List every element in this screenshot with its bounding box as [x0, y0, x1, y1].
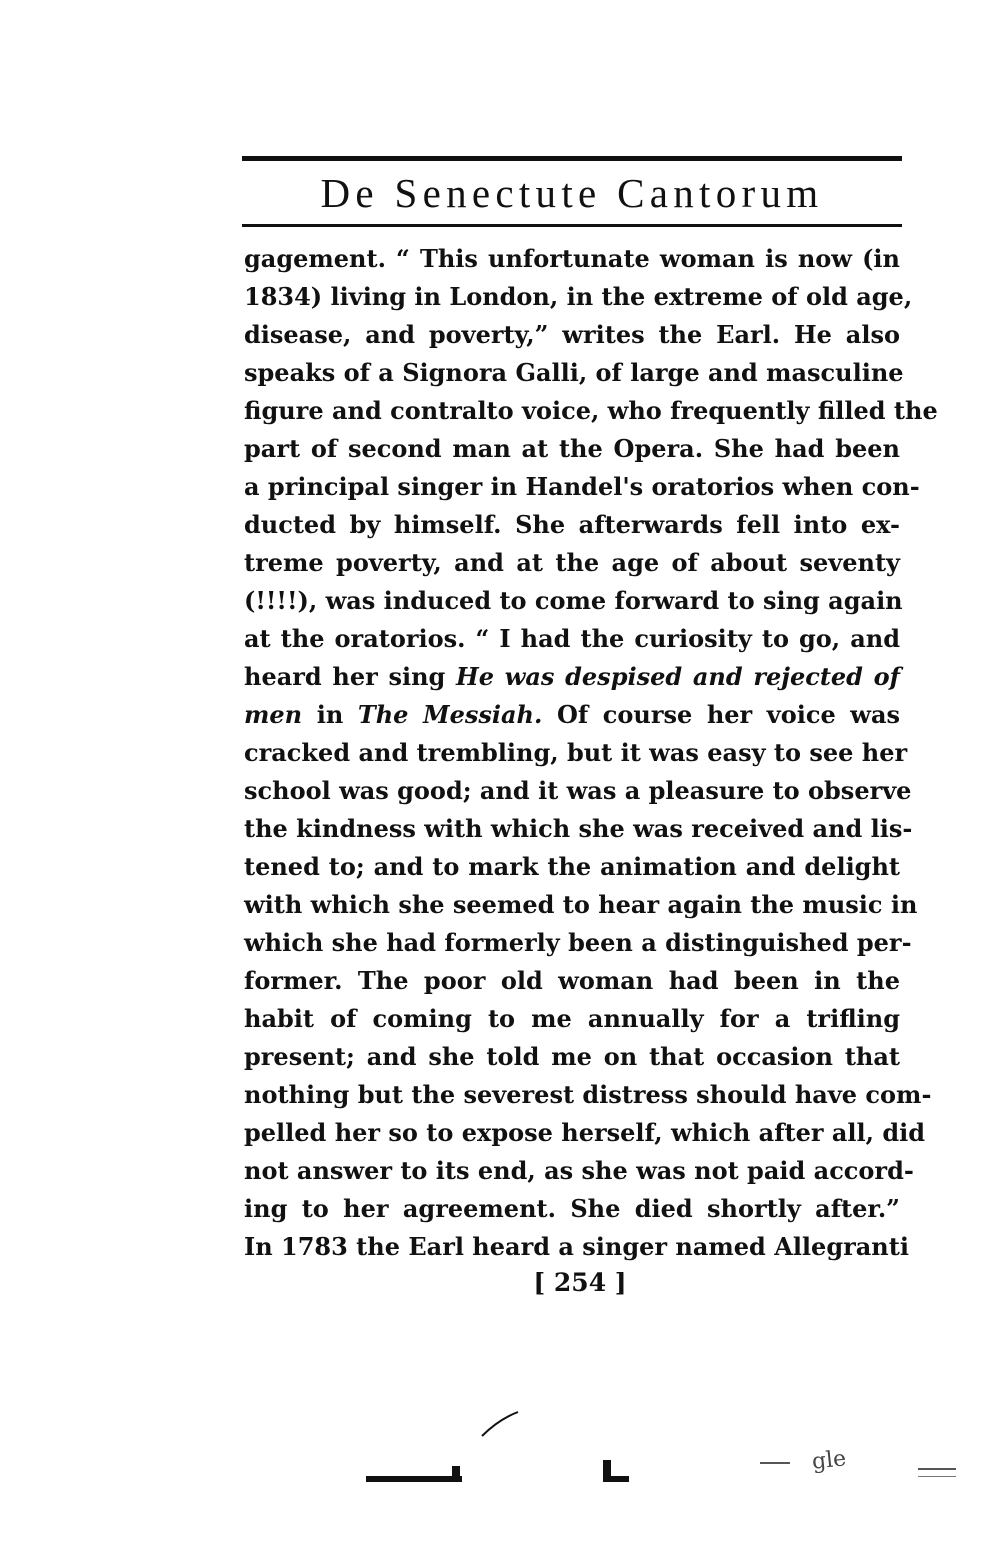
text-line: figure and contralto voice, who frequently filled the — [244, 396, 938, 425]
text-line: ducted by himself. She afterwards fell into ex- — [244, 510, 900, 539]
text-line-mixed — [244, 696, 900, 734]
text-line: at the oratorios. “ I had the curiosity to go, and — [244, 624, 900, 653]
body-text — [244, 240, 938, 1266]
header-rule-top — [242, 156, 902, 161]
text-line: not answer to its end, as she was not paid accord- — [244, 1156, 914, 1185]
text-line: nothing but the severest distress should have com- — [244, 1080, 932, 1109]
italic-title: men — [244, 700, 303, 729]
text-line: the kindness with which she was received and lis- — [244, 814, 913, 843]
text-line: disease, and poverty,” writes the Earl. He also — [244, 320, 900, 349]
italic-title: The Messiah. — [357, 700, 543, 729]
running-head: De Senectute Cantorum — [320, 170, 824, 216]
scan-smudge-left-tip — [452, 1466, 460, 1482]
text-line: a principal singer in Handel's oratorios when con- — [244, 472, 920, 501]
text-line: part of second man at the Opera. She had been — [244, 434, 900, 463]
text-line: gagement. “ This unfortunate woman is now (in — [244, 244, 900, 273]
text-line: present; and she told me on that occasion that — [244, 1042, 900, 1071]
scan-dash-mark — [760, 1462, 790, 1464]
text-line: with which she seemed to hear again the music in — [244, 890, 918, 919]
text-line: (!!!!), was induced to come forward to sing again — [244, 586, 903, 615]
scan-artifact-text: gle — [810, 1446, 848, 1475]
text-line: which she had formerly been a distinguished per- — [244, 928, 912, 957]
text-line: cracked and trembling, but it was easy to see her — [244, 738, 908, 767]
text-line: former. The poor old woman had been in the — [244, 966, 900, 995]
text-line: In 1783 the Earl heard a singer named Allegranti — [244, 1232, 909, 1261]
header-rule-bottom — [242, 224, 902, 227]
text-line-italic — [244, 658, 900, 696]
text-segment: heard her sing — [244, 662, 457, 691]
scan-smudge-center-foot — [603, 1476, 629, 1482]
text-line: ing to her agreement. She died shortly after.” — [244, 1194, 900, 1223]
text-segment: Of course her voice was — [542, 700, 901, 729]
text-segment: in — [302, 700, 358, 729]
scan-stroke-mark — [480, 1410, 520, 1438]
scan-dash-right — [918, 1468, 956, 1470]
text-line: speaks of a Signora Galli, of large and masculine — [244, 358, 904, 387]
text-line: pelled her so to expose herself, which after all, did — [244, 1118, 926, 1147]
scan-smudge-left — [366, 1476, 462, 1482]
text-line: treme poverty, and at the age of about seventy — [244, 548, 900, 577]
italic-title: He was despised and rejected of — [456, 662, 901, 691]
scan-dash-right-2 — [918, 1476, 956, 1477]
page-number: [ 254 ] — [533, 1268, 627, 1297]
text-line: school was good; and it was a pleasure to observe — [244, 776, 912, 805]
text-line: tened to; and to mark the animation and delight — [244, 852, 900, 881]
text-line: habit of coming to me annually for a trifling — [244, 1004, 900, 1033]
text-line: 1834) living in London, in the extreme of old age, — [244, 282, 913, 311]
